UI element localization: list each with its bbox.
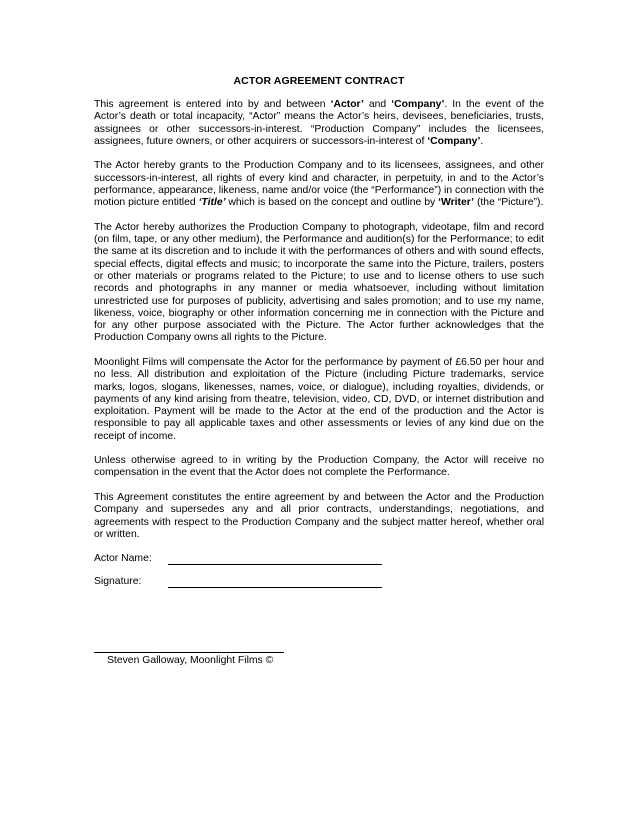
paragraph-grant	[94, 160, 544, 209]
paragraph-parties	[94, 99, 544, 148]
document-body	[94, 99, 544, 599]
signatory-line	[94, 652, 284, 653]
p1-company-term: ‘Company’	[391, 99, 445, 110]
p2-text-3: (the “Picture”).	[474, 197, 544, 209]
actor-name-row	[94, 553, 544, 576]
p1-actor-term: ‘Actor’	[330, 99, 364, 110]
signatory-name: Steven Galloway, Moonlight Films ©	[107, 655, 274, 666]
paragraph-compensation: Moonlight Films will compensate the Actor for the performance by payment of £6.50 per hour and no less. All distribution and exploitation of the Picture (including Picture trademarks, service marks, logos, slogans, likenesses, names, voice, or dialogue), including royalties, dividends, or payments of any kind arising from theatre, television, video, CD, DVD, or internet distribution and exploitation. Payment will be made to the Actor at the end of the production and the Actor is responsible to pay all applicable taxes and other assessments or levies of any kind due on the receipt of income.	[94, 356, 544, 442]
p1-text-3: . In the event of the Actor’s death or total incapacity, “Actor” means the Actor’s heirs, devisees, beneficiaries, trusts, assignees or other successors-in-interest. “Production Company” includes the licensees, assignees, future owners, or other acquirers or successors-in-interest of	[94, 99, 544, 147]
actor-name-label: Actor Name:	[94, 553, 152, 565]
signature-label: Signature:	[94, 576, 142, 588]
p2-title-term: ‘Title’	[198, 197, 226, 209]
p1-company-term-2: ‘Company’	[427, 135, 481, 147]
p1-text-2: and	[363, 99, 392, 110]
signature-row	[94, 576, 544, 599]
p2-text-1: The Actor hereby grants to the Production Company and to its licensees, assignees, and other successors-in-interest, all rights of every kind and character, in perpetuity, in and to the Actor’s performance, appearance, likeness, name and/or voice (the “Performance”) in connection with the motion picture entitled	[94, 160, 544, 209]
actor-name-line	[168, 564, 382, 565]
p1-text-4: .	[480, 135, 484, 147]
document-title: ACTOR AGREEMENT CONTRACT	[233, 75, 405, 87]
p2-writer-term: ‘Writer’	[438, 197, 475, 209]
paragraph-entire-agreement: This Agreement constitutes the entire agreement by and between the Actor and the Production Company and supersedes any and all prior contracts, understandings, negotiations, and agreements with respect to the Production Company and the subject matter hereof, whether oral or written.	[94, 491, 544, 540]
p2-text-2: which is based on the concept and outline by	[225, 197, 439, 209]
signature-line	[168, 587, 382, 588]
p1-text-1: This agreement is entered into by and between	[94, 99, 331, 110]
paragraph-non-completion: Unless otherwise agreed to in writing by the Production Company, the Actor will receive no compensation in the event that the Actor does not complete the Performance.	[94, 455, 544, 479]
paragraph-authorization: The Actor hereby authorizes the Production Company to photograph, videotape, film and record (on film, tape, or any other medium), the Performance and audition(s) for the Performance; to edit the same at its discretion and to include it with the performances of others and with sound effects, special effects, digital effects and music; to incorporate the same into the Picture, trailers, posters or other materials or programs related to the Picture; to use and to license others to use such records and photographs in any manner or media whatsoever, including without limitation unrestricted use for purposes of publicity, advertising and sales promotion; and to use my name, likeness, voice, biography or other information concerning me in connection with the Picture and for any other purpose associated with the Picture. The Actor further acknowledges that the Production Company owns all rights to the Picture.	[94, 221, 544, 344]
